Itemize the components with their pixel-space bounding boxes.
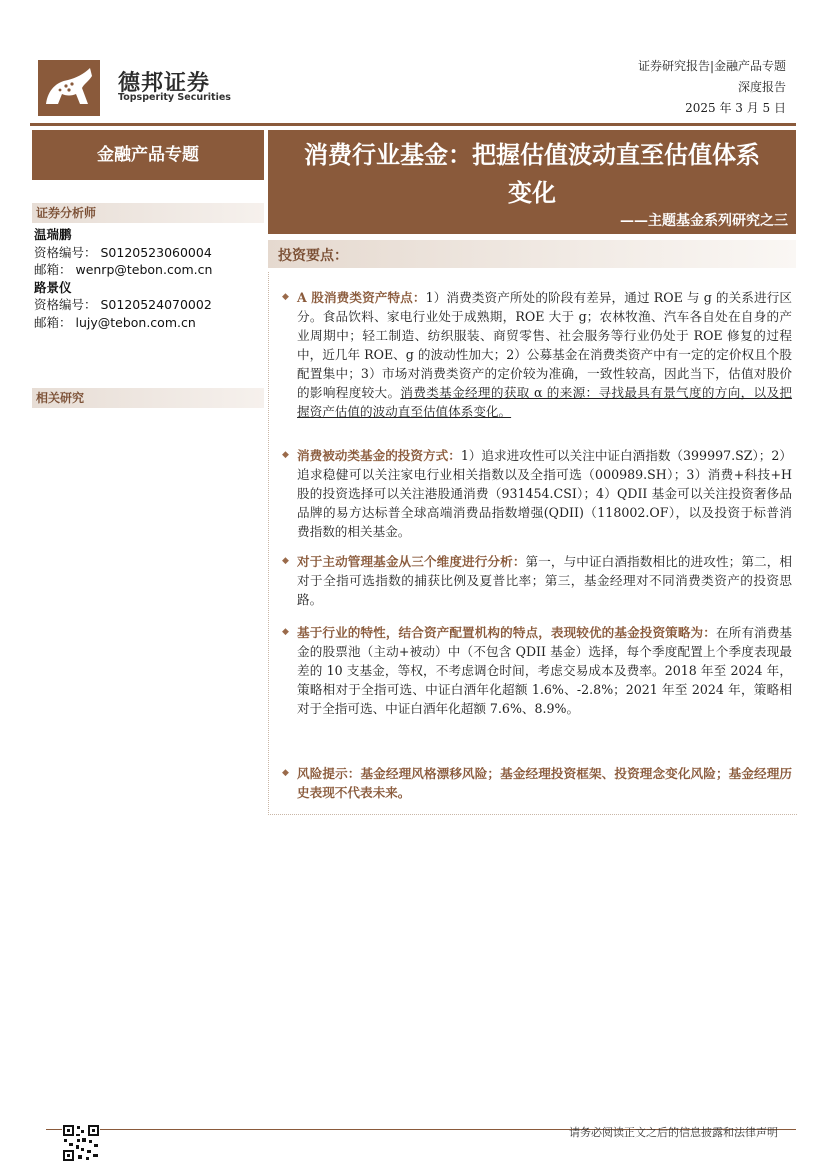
analyst-email[interactable]: 邮箱： lujy@tebon.com.cn	[34, 314, 196, 330]
bullet-item	[282, 764, 792, 802]
bullet-body: 1）消费类资产所处的阶段有差异，通过 ROE 与 g 的关系进行区分。食品饮料、家电行业处于成熟期，ROE 大于 g；农林牧渔、汽车各自处在自身的产业周期中；轻工制造、纺织服装、商贸零售、社会服务等行业仍处于 ROE 修复的过程中，近几年 ROE、g 的波动性加大；2）公募基金在消费类资产中有一定的定价权且个股配置集中；3）市场对消费类资产的定价较为准确，一致性较高，因此当下，估值对股价的影响程度较大。	[297, 290, 792, 400]
bullet-lead: A 股消费类资产特点：	[297, 290, 426, 305]
bullet-body: 1）追求进攻性可以关注中证白酒指数（399997.SZ）；2）追求稳健可以关注家电行业相关指数以及全指可选（000989.SH）；3）消费+科技+H 股的投资选择可以关注港股通消费（931454.CSI）；4）QDII 基金可以关注投资奢侈品品牌的易方达标普全球高端消费品指数增强(QDII)（118002.OF），以及投资于标普消费指数的相关基金。	[297, 448, 793, 539]
report-depth: 深度报告	[737, 80, 786, 94]
bullet-item	[282, 623, 792, 718]
analyst-name: 温瑞鹏	[34, 227, 72, 242]
bullet-icon: ◆	[282, 292, 289, 302]
bullet-tail: 基金经理风格漂移风险；基金经理投资框架、投资理念变化风险；基金经理历史表现不代表未来。	[297, 766, 793, 800]
title-banner	[268, 130, 796, 234]
bullet-lead: 消费被动类基金的投资方式：	[297, 448, 461, 463]
bullet-item	[282, 288, 792, 421]
bullet-icon: ◆	[282, 450, 289, 460]
brand-name-en: Topsperity Securities	[118, 92, 231, 103]
bullet-icon: ◆	[282, 768, 289, 778]
brand-logo-icon	[38, 60, 100, 116]
analyst-cert: 资格编号： S0120524070002	[34, 297, 212, 312]
category-label: 金融产品专题	[97, 145, 199, 165]
bullet-icon: ◆	[282, 627, 289, 637]
report-date: 2025 年 3 月 5 日	[685, 101, 786, 115]
key-points-heading: 投资要点：	[278, 248, 348, 264]
related-research-heading: 相关研究	[32, 388, 264, 408]
brand-name-cn: 德邦证券	[118, 71, 211, 96]
bullet-lead: 对于主动管理基金从三个维度进行分析：	[297, 554, 526, 569]
key-points-bar	[268, 240, 796, 268]
analysts-heading: 证券分析师	[32, 203, 264, 223]
analyst-list	[34, 226, 212, 331]
report-meta	[638, 56, 786, 119]
report-subtitle: ——主题基金系列研究之三	[620, 213, 788, 229]
report-type: 证券研究报告|金融产品专题	[637, 59, 786, 73]
bullet-tail: 消费类基金经理的获取 α 的来源：寻找最具有景气度的方向，以及把握资产估值的波动直至估值体系变化。	[297, 385, 793, 419]
bullet-icon: ◆	[282, 556, 289, 566]
bullet-lead: 基于行业的特性，结合资产配置机构的特点，表现较优的基金投资策略为：	[297, 625, 716, 640]
header-divider	[30, 123, 796, 126]
bullet-item	[282, 552, 792, 609]
qr-code-icon[interactable]	[62, 1124, 100, 1162]
category-banner	[32, 130, 264, 180]
bullet-item	[282, 446, 792, 541]
bullet-body: 在所有消费基金的股票池（主动+被动）中（不包含 QDII 基金）选择，每个季度配置上个季度表现最差的 10 支基金，等权，不考虑调仓时间，考虑交易成本及费率。2018 年至 2024 年，策略相对于全指可选、中证白酒年化超额 1.6%、-2.8%；2021 年至 2024 年，策略相对于全指可选、中证白酒年化超额 7.6%、8.9%。	[297, 625, 793, 716]
analyst-name: 路景仪	[34, 279, 72, 295]
bullet-lead: 风险提示：	[297, 766, 361, 781]
disclaimer-note: 请务必阅读正文之后的信息披露和法律声明	[569, 1126, 778, 1139]
analyst-email[interactable]: 邮箱： wenrp@tebon.com.cn	[34, 262, 213, 277]
bullet-body: 第一，与中证白酒指数相比的进攻性；第二，相对于全指可选指数的捕获比例及夏普比率；第三，基金经理对不同消费类资产的投资思路。	[297, 554, 793, 607]
report-title: 消费行业基金：把握估值波动直至估值体系变化	[304, 140, 760, 207]
analyst-cert: 资格编号： S0120523060004	[34, 244, 212, 260]
